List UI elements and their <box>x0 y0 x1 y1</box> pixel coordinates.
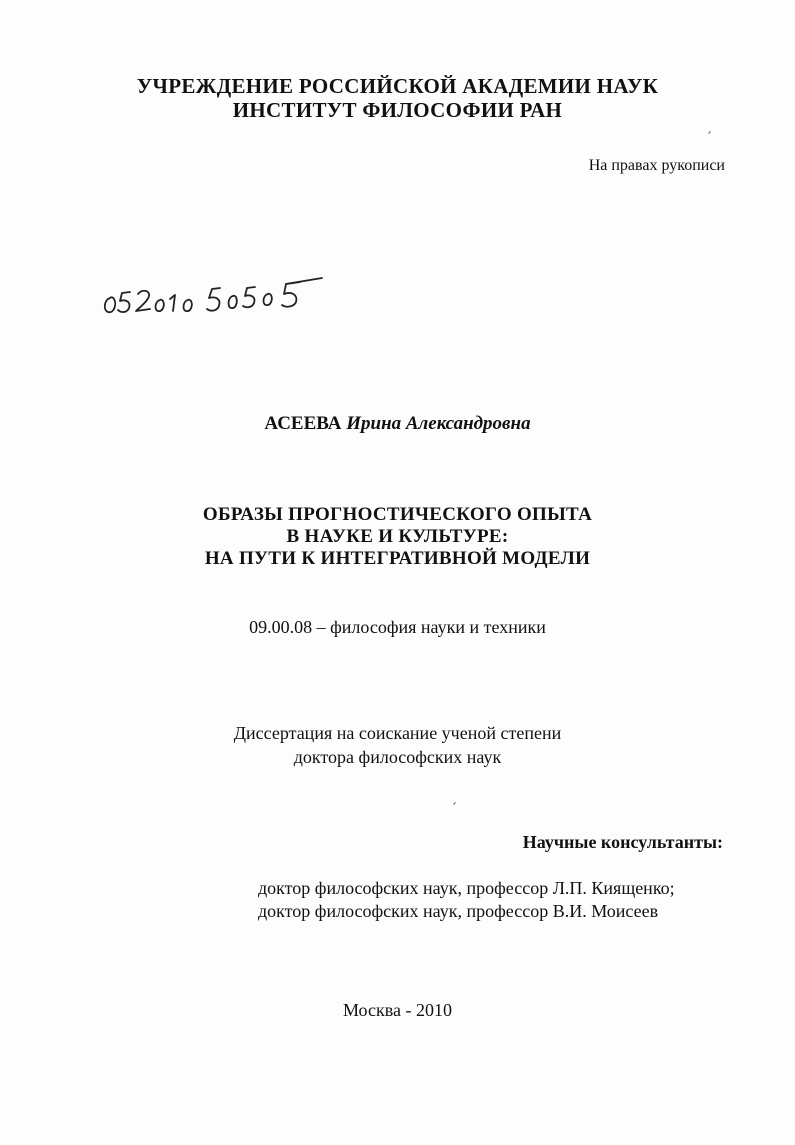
author-surname: АСЕЕВА <box>264 413 342 434</box>
consultants-heading: Научные консультанты: <box>522 832 723 852</box>
place-year: Москва - 2010 <box>343 1000 452 1020</box>
consultant-2: доктор философских наук, профессор В.И. Моисеев <box>258 901 659 921</box>
scan-speck <box>453 802 456 805</box>
author-name <box>0 413 795 435</box>
dissertation-line-2: доктора философских наук <box>293 747 502 767</box>
institution-line-1: УЧРЕЖДЕНИЕ РОССИЙСКОЙ АКАДЕМИИ НАУК <box>136 74 659 98</box>
scan-speck <box>708 131 711 134</box>
author-given-names: Ирина Александровна <box>346 413 531 434</box>
dissertation-line-1: Диссертация на соискание ученой степени <box>233 723 562 743</box>
rights-note: На правах рукописи <box>588 157 725 174</box>
specialty-code: 09.00.08 – философия науки и техники <box>249 617 546 637</box>
title-line-1: ОБРАЗЫ ПРОГНОСТИЧЕСКОГО ОПЫТА <box>202 504 593 525</box>
institution-line-2: ИНСТИТУТ ФИЛОСОФИИ РАН <box>232 98 563 122</box>
title-line-2: В НАУКЕ И КУЛЬТУРЕ: <box>286 526 509 547</box>
handwritten-number <box>100 270 330 330</box>
consultant-1: доктор философских наук, профессор Л.П. Киященко; <box>258 878 675 898</box>
title-line-3: НА ПУТИ К ИНТЕГРАТИВНОЙ МОДЕЛИ <box>204 548 591 569</box>
